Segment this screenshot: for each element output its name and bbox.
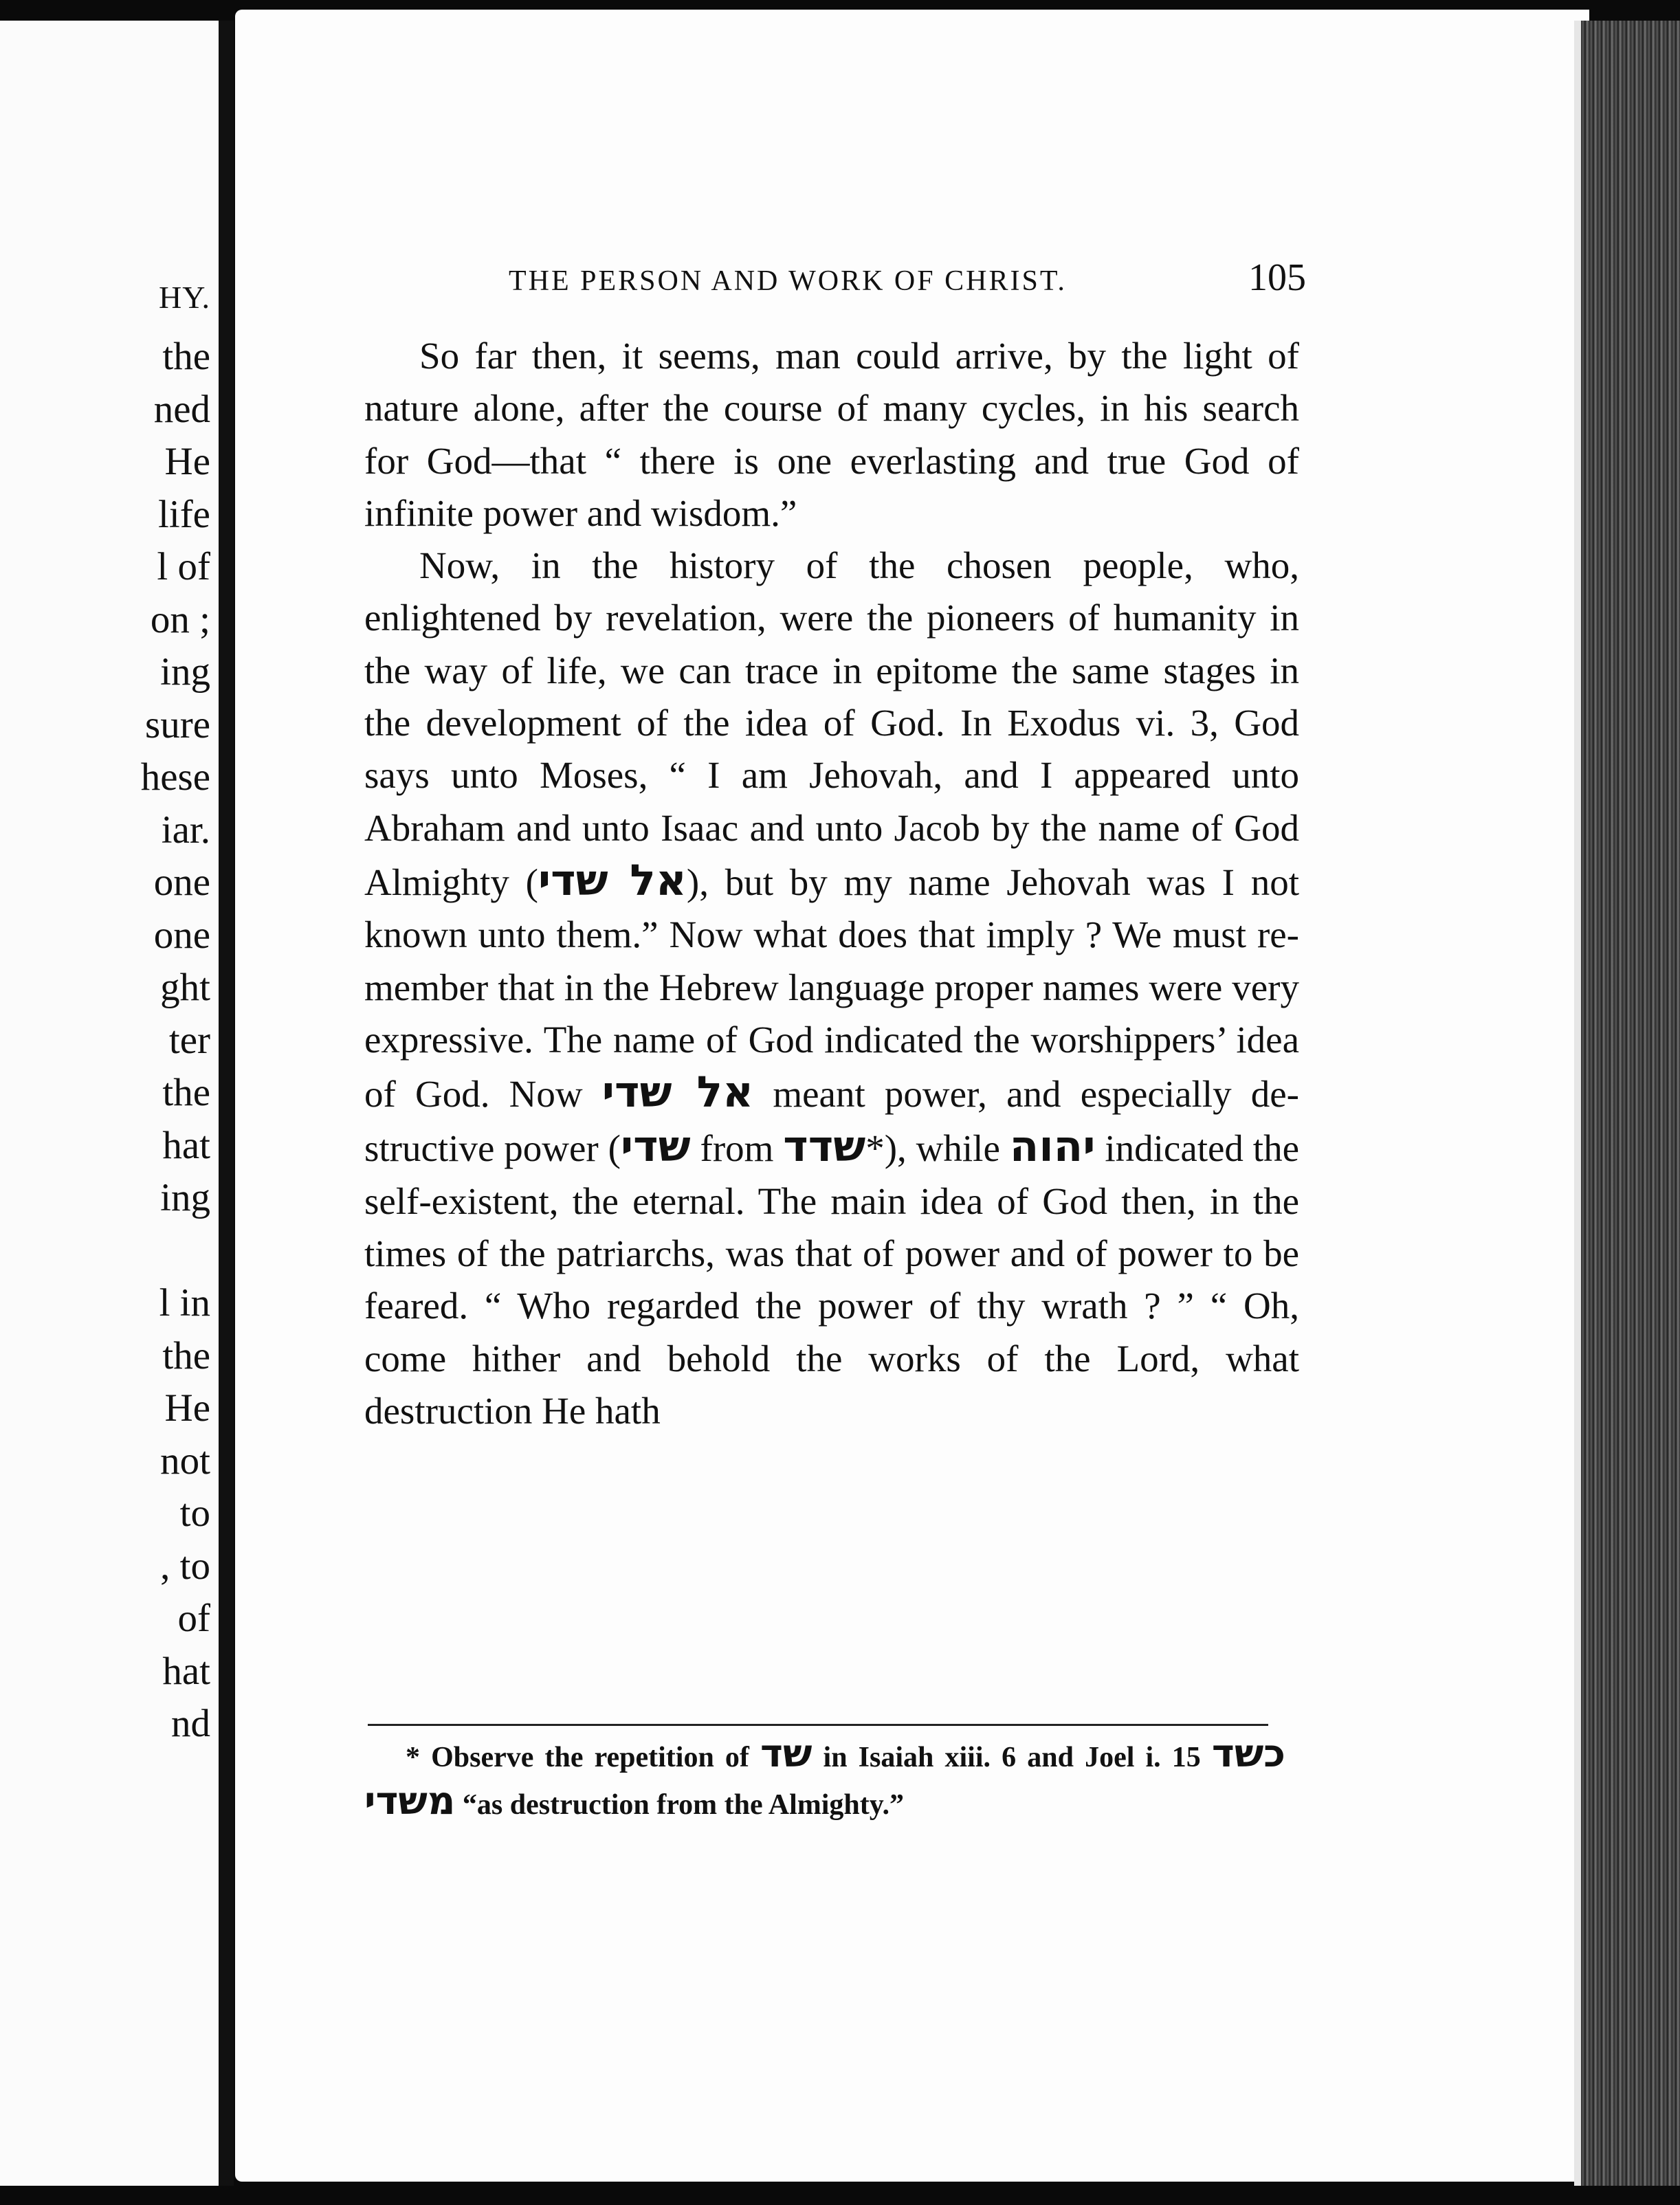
running-head [509, 256, 1306, 300]
paragraph-2-text: *), while [865, 1127, 1010, 1170]
paragraph-2-text: Now, in the history of the chosen people, who, enlightened by revelation, were the pioneers of humanity in the way of life, we can trace in epitome the same stages in the development of the idea of God. In Exodus vi. 3, God says unto Moses, “ I am Jehovah, and I appeared unto Abraham and unto Isaac and unto Jacob by the name of God Almighty ( [364, 544, 1299, 903]
facing-page-text [4, 265, 210, 1751]
facing-page-line: the [162, 1071, 210, 1114]
facing-page-line [4, 1225, 210, 1278]
facing-page-line: hat [162, 1123, 210, 1167]
facing-page-line: hat [162, 1649, 210, 1693]
facing-page-line: nd [171, 1702, 210, 1745]
body-text [364, 330, 1299, 1437]
hebrew-el-shaddai: אל שדי [538, 854, 687, 905]
paragraph-2-text: meant power, and especially de-structive power ( [364, 1073, 1299, 1170]
facing-page-line: ght [160, 966, 210, 1009]
footnote-rule [368, 1724, 1268, 1726]
facing-page-line: ter [168, 1018, 210, 1062]
facing-page-line: one [153, 861, 210, 904]
facing-page-line: on ; [150, 597, 210, 641]
hebrew-shaddai: שדי [620, 1121, 691, 1172]
paragraph-2-text: indicated the self-existent, the eternal. The main idea of God then, in the times of the patriarchs, was that of power and of power to be feared. “ Who regarded the power of thy wrath ? ” “ Oh, come hither and behold the works of the Lord, what destruction He hath [364, 1127, 1299, 1432]
facing-page-line: hese [140, 755, 210, 799]
facing-page-line: l in [159, 1281, 210, 1325]
running-title: THE PERSON AND WORK OF CHRIST. [509, 265, 1067, 297]
hebrew-el-shaddai: אל שדי [601, 1067, 754, 1118]
facing-page-line: ned [153, 387, 210, 431]
facing-page-line: ing [160, 650, 210, 694]
facing-page-line: iar. [161, 808, 210, 852]
page-block-edge [1574, 21, 1680, 2186]
facing-page-running-head: HY. [158, 280, 210, 315]
page-number: 105 [1248, 256, 1306, 299]
facing-page-line: one [153, 913, 210, 957]
facing-page-line: life [158, 492, 210, 536]
paragraph-2 [364, 540, 1299, 1437]
facing-page-line: not [160, 1439, 210, 1483]
footnote-text: * Observe the repetition of [406, 1742, 761, 1773]
facing-page-line: He [164, 1386, 210, 1430]
facing-page-line: to [179, 1492, 210, 1535]
facing-page-left [0, 21, 234, 2186]
facing-page-line: the [162, 1333, 210, 1377]
facing-page-line: , to [160, 1544, 210, 1588]
facing-page-line: of [177, 1597, 210, 1640]
paragraph-2-text: ), but by my name Jehovah was I not known unto them.” Now what does that imply ? We must re-member that in the Hebrew language proper names were very expressive. The name of God indicated the worshippers’ idea of God. Now [364, 861, 1300, 1116]
hebrew-keshod-mishaddai: כשד משדי [364, 1731, 1285, 1824]
facing-page-line: sure [145, 702, 210, 746]
hebrew-shadad: שדד [783, 1121, 866, 1172]
facing-page-line: the [162, 335, 210, 378]
facing-page-line: ing [160, 1176, 210, 1219]
footnote-text: in Isaiah xiii. 6 and Joel i. 15 [812, 1742, 1212, 1773]
paragraph-2-text: from [690, 1127, 784, 1170]
footnote [364, 1732, 1285, 1827]
facing-page-line: He [164, 440, 210, 483]
paragraph-1: So far then, it seems, man could arrive, by the light of nature alone, after the course of many cycles, in his search for God—that “ there is one everlasting and true God of infinite power and wisdom.” [364, 335, 1299, 534]
hebrew-yhwh: יהוה [1009, 1121, 1096, 1172]
hebrew-shad: שד [760, 1731, 813, 1776]
facing-page-line: l of [157, 545, 210, 588]
footnote-text: “as destruction from the Almighty.” [455, 1789, 904, 1821]
